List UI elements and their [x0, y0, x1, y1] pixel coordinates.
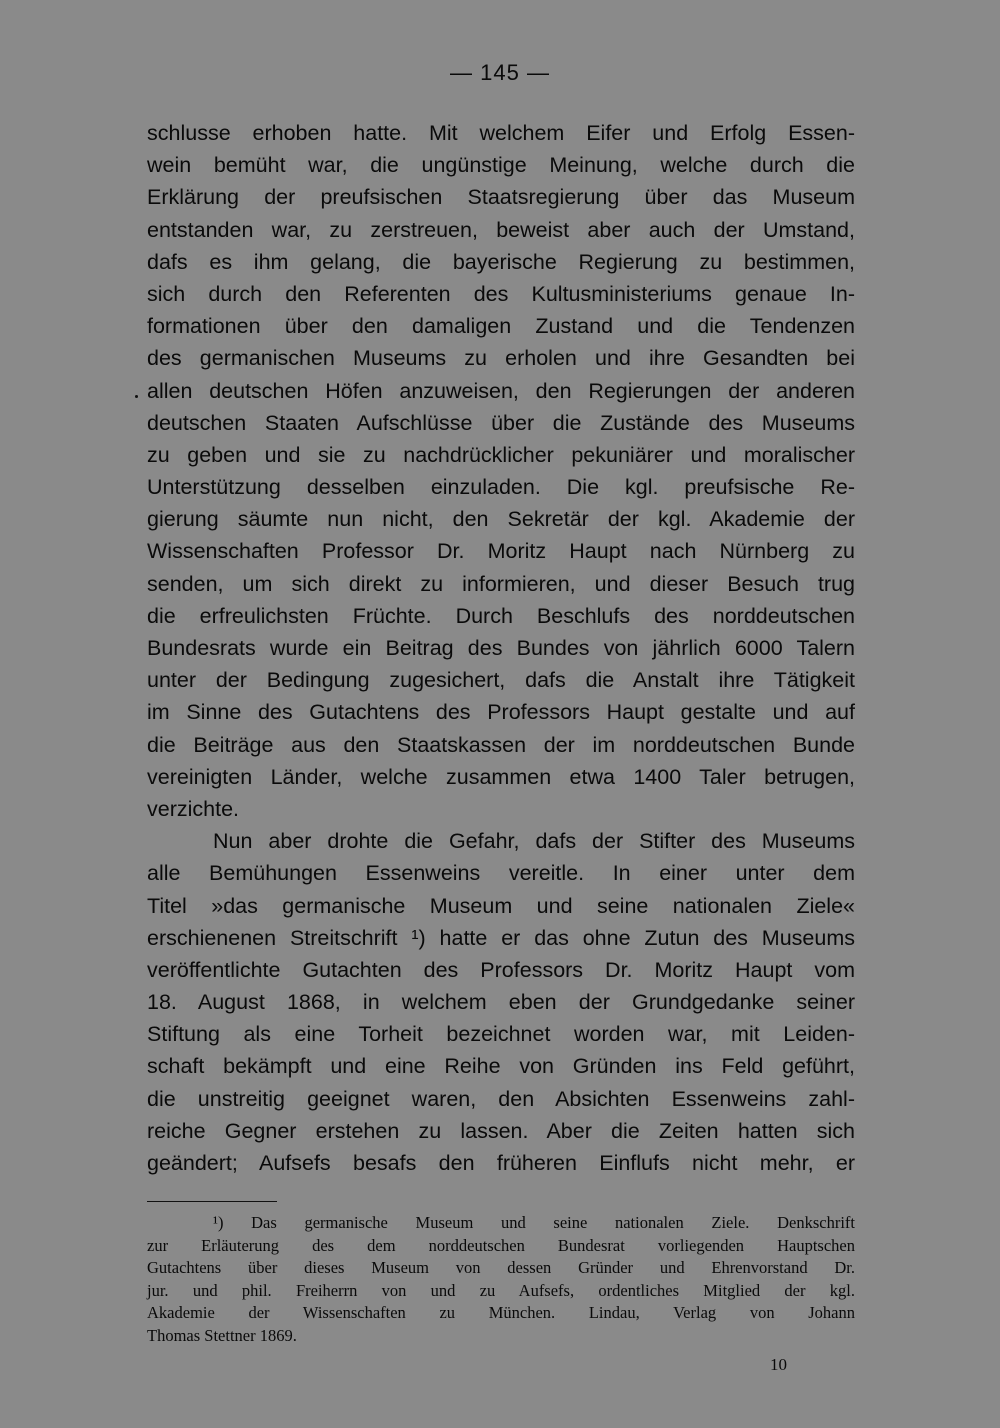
body-line: die Beiträge aus den Staatskassen der im norddeutschen Bunde [147, 732, 855, 757]
body-line: Titel »das germanische Museum und seine nationalen Ziele« [147, 893, 855, 918]
body-line: schlusse erhoben hatte. Mit welchem Eifer und Erfolg Essen- [147, 121, 855, 145]
body-line: Wissenschaften Professor Dr. Moritz Haupt nach Nürnberg zu [147, 539, 855, 564]
body-line: Nun aber drohte die Gefahr, dafs der Stifter des Museums [213, 829, 855, 854]
body-line: sich durch den Referenten des Kultusministeriums genaue In- [147, 281, 855, 306]
body-text [147, 117, 855, 1179]
body-line: vereinigten Länder, welche zusammen etwa 1400 Taler betrugen, [147, 764, 855, 789]
body-line: gierung säumte nun nicht, den Sekretär der kgl. Akademie der [147, 507, 855, 532]
page-number: — 145 — [450, 60, 550, 85]
body-line: die unstreitig geeignet waren, den Absichten Essenweins zahl- [147, 1086, 855, 1111]
body-line: unter der Bedingung zugesichert, dafs die Anstalt ihre Tätigkeit [147, 668, 855, 693]
footnote-line: Thomas Stettner 1869. [147, 1325, 297, 1345]
body-line: Erklärung der preufsischen Staatsregierung über das Museum [147, 185, 855, 210]
footnote-line: ¹) Das germanische Museum und seine nationalen Ziele. Denkschrift [213, 1213, 855, 1232]
body-line: dafs es ihm gelang, die bayerische Regierung zu bestimmen, [147, 249, 855, 274]
body-line: zu geben und sie zu nachdrücklicher pekuniärer und moralischer [147, 442, 855, 467]
body-line: verzichte. [147, 796, 240, 821]
body-line: reiche Gegner erstehen zu lassen. Aber die Zeiten hatten sich [147, 1118, 855, 1143]
footnote-line: Akademie der Wissenschaften zu München. Lindau, Verlag von Johann [147, 1303, 855, 1323]
footnote-line: Gutachtens über dieses Museum von dessen Gründer und Ehrenvorstand Dr. [147, 1258, 855, 1278]
footnote-line: zur Erläuterung des dem norddeutschen Bundesrat vorliegenden Hauptschen [147, 1235, 855, 1255]
body-line: die erfreulichsten Früchte. Durch Beschlufs des norddeutschen [147, 603, 855, 628]
body-line: schaft bekämpft und eine Reihe von Gründen ins Feld geführt, [147, 1054, 855, 1079]
body-line: deutschen Staaten Aufschlüsse über die Zustände des Museums [147, 410, 855, 435]
body-line: senden, um sich direkt zu informieren, und dieser Besuch trug [147, 571, 855, 596]
body-line: geändert; Aufsefs besafs den früheren Einflufs nicht mehr, er [147, 1151, 855, 1175]
body-line: des germanischen Museums zu erholen und ihre Gesandten bei [147, 346, 855, 371]
body-line: im Sinne des Gutachtens des Professors Haupt gestalte und auf [147, 700, 855, 725]
footnote-line: jur. und phil. Freiherrn von und zu Aufsefs, ordentliches Mitglied der kgl. [147, 1280, 855, 1300]
margin-mark [135, 395, 138, 398]
footnote-rule [147, 1201, 277, 1202]
body-line: wein bemüht war, die ungünstige Meinung, welche durch die [147, 153, 855, 178]
body-line: Bundesrats wurde ein Beitrag des Bundes von jährlich 6000 Talern [147, 636, 855, 660]
signature-mark: 10 [770, 1355, 787, 1374]
body-line: allen deutschen Höfen anzuweisen, den Regierungen der anderen [147, 378, 855, 403]
body-line: veröffentlichte Gutachten des Professors Dr. Moritz Haupt vom [147, 957, 855, 982]
footnotes [147, 1212, 855, 1348]
body-line: Stiftung als eine Torheit bezeichnet worden war, mit Leiden- [147, 1022, 855, 1047]
body-line: 18. August 1868, in welchem eben der Grundgedanke seiner [147, 990, 855, 1015]
body-line: formationen über den damaligen Zustand und die Tendenzen [147, 314, 855, 339]
body-line: erschienenen Streitschrift ¹) hatte er das ohne Zutun des Museums [147, 925, 855, 950]
body-line: Unterstützung desselben einzuladen. Die kgl. preufsische Re- [147, 475, 855, 500]
body-line: entstanden war, zu zerstreuen, beweist aber auch der Umstand, [147, 217, 855, 242]
body-line: alle Bemühungen Essenweins vereitle. In einer unter dem [147, 861, 855, 886]
